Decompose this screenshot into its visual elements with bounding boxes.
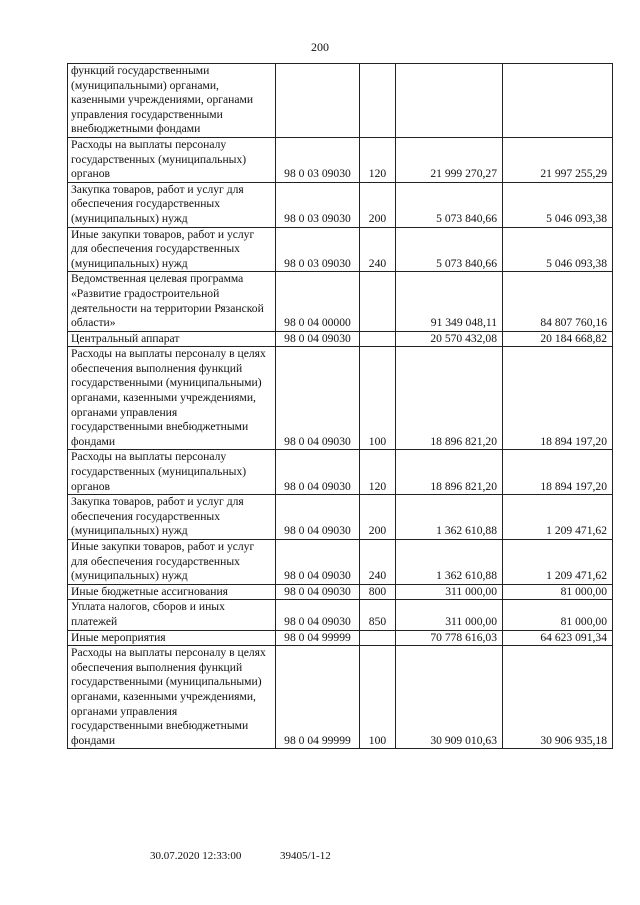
row-expense-type-cell: 120 <box>360 450 396 495</box>
row-code-cell: 98 0 04 99999 <box>276 646 360 749</box>
row-code-cell: 98 0 03 09030 <box>276 227 360 272</box>
row-expense-type-cell <box>360 331 396 347</box>
row-amount-plan-cell: 311 000,00 <box>396 584 503 600</box>
table-row <box>68 584 613 600</box>
row-name-cell: Уплата налогов, сборов и иных платежей <box>68 600 276 630</box>
row-name-cell: Иные закупки товаров, работ и услуг для обеспечения государственных (муниципальных) нужд <box>68 227 276 272</box>
row-amount-actual-cell: 5 046 093,38 <box>503 182 613 227</box>
row-amount-actual-cell: 81 000,00 <box>503 584 613 600</box>
table-row <box>68 331 613 347</box>
row-expense-type-cell: 200 <box>360 495 396 540</box>
row-expense-type-cell: 100 <box>360 646 396 749</box>
row-name-cell: Иные закупки товаров, работ и услуг для обеспечения государственных (муниципальных) нужд <box>68 540 276 585</box>
row-expense-type-cell <box>360 64 396 138</box>
row-code-cell: 98 0 04 09030 <box>276 584 360 600</box>
row-amount-actual-cell: 20 184 668,82 <box>503 331 613 347</box>
row-amount-plan-cell: 70 778 616,03 <box>396 630 503 646</box>
row-expense-type-cell: 200 <box>360 182 396 227</box>
row-name-cell: Закупка товаров, работ и услуг для обеспечения государственных (муниципальных) нужд <box>68 182 276 227</box>
row-amount-plan-cell: 5 073 840,66 <box>396 227 503 272</box>
table-row <box>68 227 613 272</box>
row-amount-plan-cell: 18 896 821,20 <box>396 450 503 495</box>
table-row <box>68 600 613 630</box>
row-name-cell: Ведомственная целевая программа «Развитие градостроительной деятельности на территории Рязанской области» <box>68 272 276 331</box>
row-amount-plan-cell: 91 349 048,11 <box>396 272 503 331</box>
row-amount-plan-cell: 18 896 821,20 <box>396 347 503 450</box>
row-code-cell: 98 0 04 09030 <box>276 600 360 630</box>
row-name-cell: Закупка товаров, работ и услуг для обеспечения государственных (муниципальных) нужд <box>68 495 276 540</box>
footer-document-ref: 39405/1-12 <box>280 850 331 862</box>
table-row <box>68 137 613 182</box>
row-name-cell: Иные мероприятия <box>68 630 276 646</box>
table-row <box>68 495 613 540</box>
row-code-cell: 98 0 04 09030 <box>276 331 360 347</box>
budget-table <box>67 63 613 749</box>
row-code-cell: 98 0 04 00000 <box>276 272 360 331</box>
row-code-cell: 98 0 04 09030 <box>276 495 360 540</box>
footer-datetime: 30.07.2020 12:33:00 <box>150 850 242 862</box>
row-name-cell: Расходы на выплаты персоналу государственных (муниципальных) органов <box>68 450 276 495</box>
table-row <box>68 64 613 138</box>
row-amount-plan-cell: 30 909 010,63 <box>396 646 503 749</box>
table-row <box>68 630 613 646</box>
row-name-cell: Иные бюджетные ассигнования <box>68 584 276 600</box>
row-name-cell: Центральный аппарат <box>68 331 276 347</box>
row-amount-plan-cell: 311 000,00 <box>396 600 503 630</box>
row-code-cell: 98 0 03 09030 <box>276 182 360 227</box>
row-code-cell: 98 0 04 09030 <box>276 540 360 585</box>
row-expense-type-cell: 240 <box>360 540 396 585</box>
row-amount-actual-cell: 1 209 471,62 <box>503 540 613 585</box>
row-amount-actual-cell: 21 997 255,29 <box>503 137 613 182</box>
row-code-cell: 98 0 04 09030 <box>276 347 360 450</box>
row-amount-plan-cell: 1 362 610,88 <box>396 495 503 540</box>
row-expense-type-cell <box>360 272 396 331</box>
table-row <box>68 347 613 450</box>
row-code-cell: 98 0 03 09030 <box>276 137 360 182</box>
row-amount-actual-cell: 30 906 935,18 <box>503 646 613 749</box>
row-expense-type-cell: 800 <box>360 584 396 600</box>
table-row <box>68 646 613 749</box>
row-expense-type-cell: 100 <box>360 347 396 450</box>
table-row <box>68 272 613 331</box>
table-row <box>68 540 613 585</box>
row-amount-actual-cell: 18 894 197,20 <box>503 450 613 495</box>
row-name-cell: Расходы на выплаты персоналу в целях обеспечения выполнения функций государственными (муниципальными) органами, казенными учреждениями, органами управления государственными внебюджетными фондами <box>68 347 276 450</box>
row-code-cell: 98 0 04 09030 <box>276 450 360 495</box>
row-amount-actual-cell: 18 894 197,20 <box>503 347 613 450</box>
row-amount-plan-cell <box>396 64 503 138</box>
budget-table-body <box>68 64 613 749</box>
row-amount-actual-cell: 64 623 091,34 <box>503 630 613 646</box>
row-amount-actual-cell: 5 046 093,38 <box>503 227 613 272</box>
row-amount-actual-cell: 81 000,00 <box>503 600 613 630</box>
row-expense-type-cell: 240 <box>360 227 396 272</box>
row-expense-type-cell <box>360 630 396 646</box>
row-name-cell: Расходы на выплаты персоналу в целях обеспечения выполнения функций государственными (муниципальными) органами, казенными учреждениями, органами управления государственными внебюджетными фондами <box>68 646 276 749</box>
row-expense-type-cell: 850 <box>360 600 396 630</box>
row-code-cell <box>276 64 360 138</box>
row-amount-plan-cell: 5 073 840,66 <box>396 182 503 227</box>
page-number: 200 <box>311 40 329 54</box>
row-amount-plan-cell: 1 362 610,88 <box>396 540 503 585</box>
row-name-cell: функций государственными (муниципальными) органами, казенными учреждениями, органами управления государственными внебюджетными фондами <box>68 64 276 138</box>
row-amount-actual-cell: 84 807 760,16 <box>503 272 613 331</box>
row-expense-type-cell: 120 <box>360 137 396 182</box>
table-row <box>68 182 613 227</box>
row-name-cell: Расходы на выплаты персоналу государственных (муниципальных) органов <box>68 137 276 182</box>
row-amount-plan-cell: 20 570 432,08 <box>396 331 503 347</box>
row-code-cell: 98 0 04 99999 <box>276 630 360 646</box>
row-amount-plan-cell: 21 999 270,27 <box>396 137 503 182</box>
table-row <box>68 450 613 495</box>
row-amount-actual-cell <box>503 64 613 138</box>
row-amount-actual-cell: 1 209 471,62 <box>503 495 613 540</box>
